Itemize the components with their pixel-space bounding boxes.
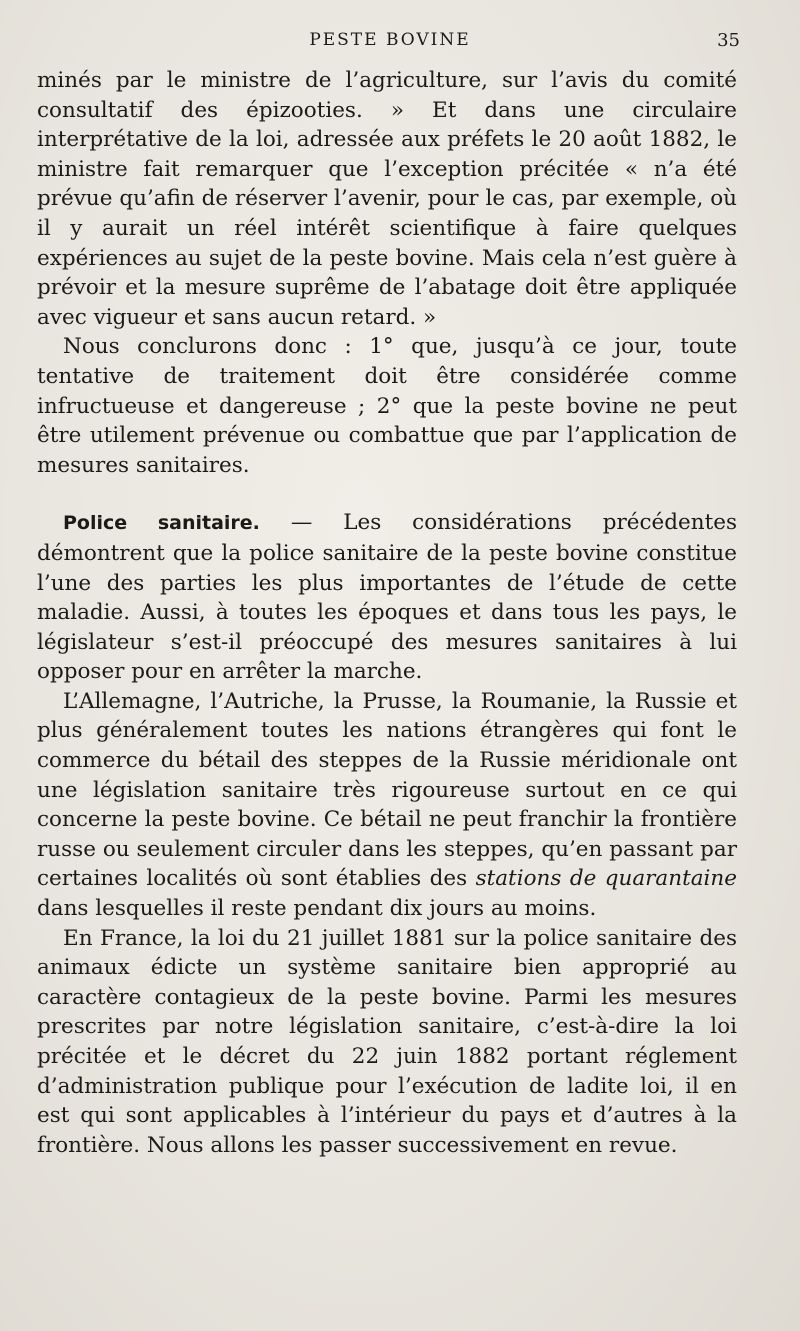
running-head (40, 30, 740, 58)
paragraph-text: En France, la loi du 21 juillet 1881 sur la police sanitaire des animaux édicte un système sanitaire bien approprié au caractère contagieux de la peste bovine. Parmi les mesures prescrites par notre législation sanitaire, c’est-à-dire la loi précitée et le décret du 22 juin 1882 portant réglement d’administration publique pour l’exécution de ladite loi, il en est qui sont applicables à l’intérieur du pays et d’autres à la frontière. Nous allons les passer successivement en revue. (37, 925, 737, 1158)
paragraph-conclusion (37, 332, 737, 480)
paragraph-text: Nous conclurons donc : 1° que, jusqu’à ce jour, toute tentative de traitement doit être considérée comme infructueuse et dangereuse ; 2° que la peste bovine ne peut être utilement prévenue ou combattue que par l’application de mesures sanitaires. (37, 334, 737, 478)
paragraph-text: dans lesquelles il reste pendant dix jours au moins. (37, 896, 597, 922)
page-number: 35 (717, 30, 740, 51)
section-heading: Police sanitaire. (63, 512, 260, 535)
paragraph-text: L’Allemagne, l’Autriche, la Prusse, la Roumanie, la Russie et plus généralement toutes les nations étrangères qui font le commerce du bétail des steppes de la Russie méridionale ont une législation sanitaire très rigoureuse surtout en ce qui concerne la peste bovine. Ce bétail ne peut franchir la frontière russe ou seulement circuler dans les steppes, qu’en passant par certaines localités où sont établies des (37, 688, 737, 892)
body-text (37, 66, 737, 1160)
paragraph-text: minés par le ministre de l’agriculture, sur l’avis du comité consultatif des épizooties. » Et dans une circulaire interprétative de la loi, adressée aux préfets le 20 août 1882, le ministre fait remarquer que l’exception précitée « n’a été prévue qu’afin de réserver l’avenir, pour le cas, par exemple, où il y aurait un réel intérêt scientifique à faire quelques expériences au sujet de la peste bovine. Mais cela n’est guère à prévoir et la mesure suprême de l’abatage doit être appliquée avec vigueur et sans aucun retard. » (37, 68, 737, 330)
paragraph-text: — Les considérations précédentes démontrent que la police sanitaire de la peste bovine constitue l’une des parties les plus importantes de l’étude de cette maladie. Aussi, à toutes les époques et dans tous les pays, le législateur s’est-il préoccupé des mesures sanitaires à lui opposer pour en arrêter la marche. (37, 510, 738, 685)
running-title: PESTE BOVINE (309, 30, 471, 50)
paragraph-police-sanitaire (37, 508, 737, 687)
italic-term: stations de quarantaine (475, 866, 737, 892)
paragraph-continuation (37, 66, 737, 332)
paragraph-foreign-legislation (37, 687, 737, 924)
paragraph-france (37, 924, 737, 1161)
